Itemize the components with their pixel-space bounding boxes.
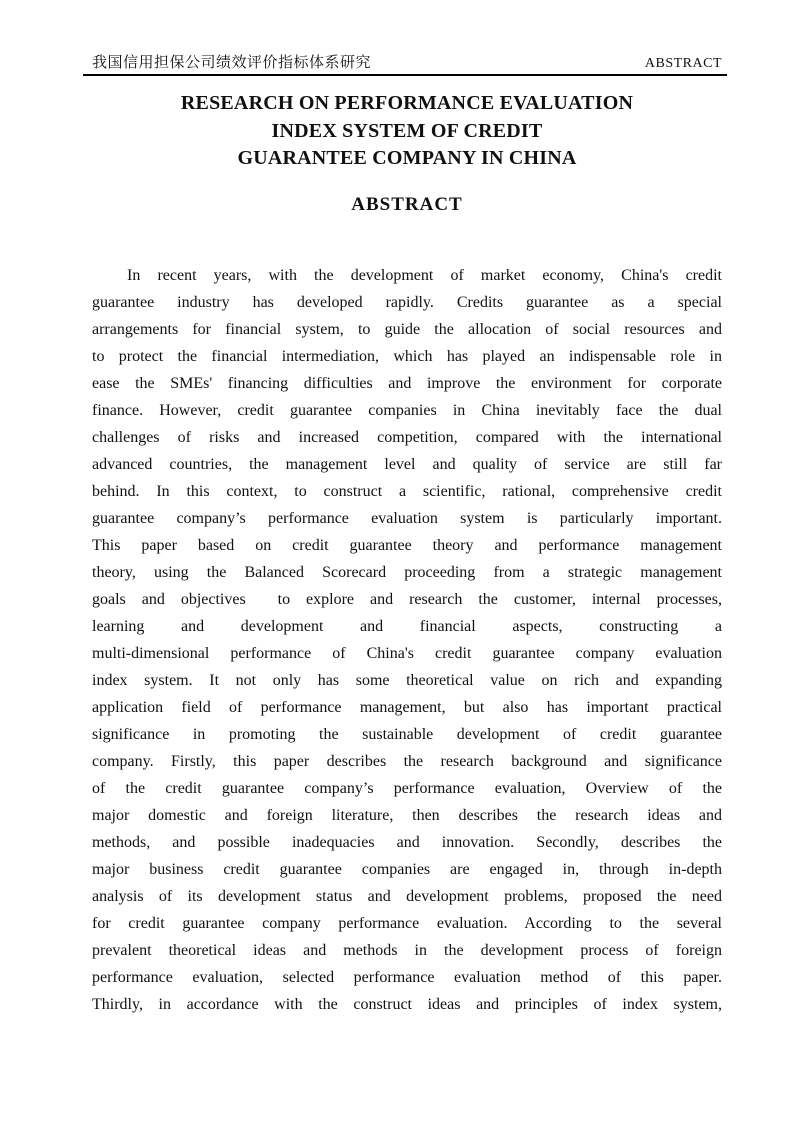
body-line: significance in promoting the sustainable development of credit guarantee (92, 726, 722, 743)
body-line: behind. In this context, to construct a scientific, rational, comprehensive credit (92, 483, 722, 500)
body-line: for credit guarantee company performance evaluation. According to the several (92, 915, 722, 932)
body-line: In recent years, with the development of market economy, China's credit (127, 267, 722, 284)
body-line: analysis of its development status and development problems, proposed the need (92, 888, 722, 905)
body-line: methods, and possible inadequacies and innovation. Secondly, describes the (92, 834, 722, 851)
body-line: goals and objectives to explore and research the customer, internal processes, (92, 591, 722, 608)
body-line: learning and development and financial aspects, constructing a (92, 618, 722, 635)
abstract-heading: ABSTRACT (351, 194, 463, 215)
body-line: This paper based on credit guarantee theory and performance management (92, 537, 722, 554)
body-line: major business credit guarantee companies are engaged in, through in-depth (92, 861, 722, 878)
header-document-title: 我国信用担保公司绩效评价指标体系研究 (92, 55, 372, 71)
body-line: guarantee industry has developed rapidly. Credits guarantee as a special (92, 294, 722, 311)
body-line: finance. However, credit guarantee companies in China inevitably face the dual (92, 402, 722, 419)
title-line: RESEARCH ON PERFORMANCE EVALUATION (180, 92, 634, 114)
title-line: GUARANTEE COMPANY IN CHINA (237, 147, 577, 169)
body-line: index system. It not only has some theoretical value on rich and expanding (92, 672, 722, 689)
body-line: advanced countries, the management level and quality of service are still far (92, 456, 722, 473)
body-line: of the credit guarantee company’s performance evaluation, Overview of the (92, 780, 722, 797)
body-line: arrangements for financial system, to guide the allocation of social resources and (92, 321, 722, 338)
body-line: multi-dimensional performance of China's credit guarantee company evaluation (92, 645, 722, 662)
abstract-body (92, 262, 722, 1018)
body-line: to protect the financial intermediation, which has played an indispensable role in (92, 348, 722, 365)
body-line: company. Firstly, this paper describes the research background and significance (92, 753, 722, 770)
body-line: ease the SMEs' financing difficulties and improve the environment for corporate (92, 375, 722, 392)
body-line: application field of performance management, but also has important practical (92, 699, 722, 716)
body-line: prevalent theoretical ideas and methods in the development process of foreign (92, 942, 722, 959)
title-line: INDEX SYSTEM OF CREDIT (271, 119, 543, 142)
page-header (92, 51, 722, 72)
body-line: guarantee company’s performance evaluation system is particularly important. (92, 510, 722, 527)
header-rule (83, 74, 727, 76)
body-line: major domestic and foreign literature, then describes the research ideas and (92, 807, 722, 824)
body-line: challenges of risks and increased competition, compared with the international (92, 429, 722, 446)
document-title (92, 90, 722, 173)
body-line: Thirdly, in accordance with the construct ideas and principles of index system, (92, 996, 722, 1013)
header-section-label: ABSTRACT (644, 56, 722, 71)
body-line: theory, using the Balanced Scorecard proceeding from a strategic management (92, 564, 722, 581)
body-line: performance evaluation, selected performance evaluation method of this paper. (92, 969, 722, 986)
